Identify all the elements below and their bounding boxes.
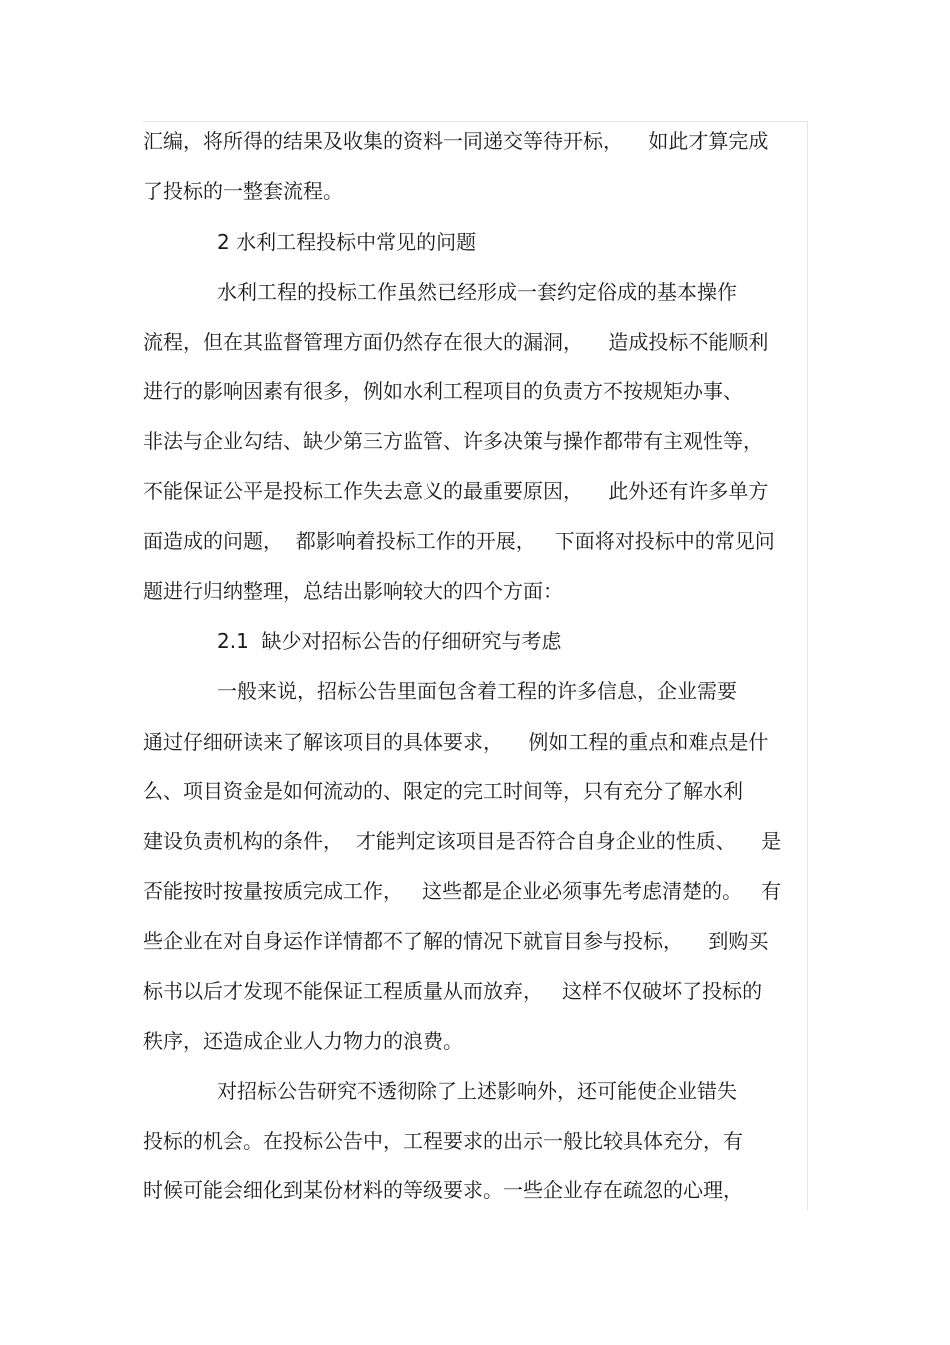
paragraph-line: 些企业在对自身运作详情都不了解的情况下就盲目参与投标， 到购买	[143, 929, 769, 953]
paragraph-line: 否能按时按量按质完成工作， 这些都是企业必须事先考虑清楚的。 有	[143, 879, 782, 903]
paragraph-line: 水利工程的投标工作虽然已经形成一套约定俗成的基本操作	[217, 280, 737, 304]
paragraph-line: 建设负责机构的条件， 才能判定该项目是否符合自身企业的性质、 是	[143, 829, 782, 853]
section-heading: 2 水利工程投标中常见的问题	[217, 230, 477, 254]
paragraph-line: 一般来说，招标公告里面包含着工程的许多信息，企业需要	[217, 679, 737, 703]
paragraph-line: 了投标的一整套流程。	[143, 179, 343, 203]
paragraph-line: 进行的影响因素有很多，例如水利工程项目的负责方不按规矩办事、	[143, 379, 743, 403]
paragraph-line: 对招标公告研究不透彻除了上述影响外，还可能使企业错失	[217, 1079, 737, 1103]
paragraph-line: 时候可能会细化到某份材料的等级要求。一些企业存在疏忽的心理，	[143, 1178, 743, 1202]
page-border-top	[143, 121, 808, 122]
paragraph-line: 么、项目资金是如何流动的、限定的完工时间等，只有充分了解水利	[143, 779, 743, 803]
paragraph-line: 不能保证公平是投标工作失去意义的最重要原因， 此外还有许多单方	[143, 479, 769, 503]
paragraph-line: 标书以后才发现不能保证工程质量从而放弃， 这样不仅破坏了投标的	[143, 979, 763, 1003]
paragraph-line: 流程，但在其监督管理方面仍然存在很大的漏洞， 造成投标不能顺利	[143, 330, 769, 354]
paragraph-line: 投标的机会。在投标公告中，工程要求的出示一般比较具体充分，有	[143, 1129, 743, 1153]
paragraph-line: 汇编，将所得的结果及收集的资料一同递交等待开标， 如此才算完成	[143, 129, 769, 153]
paragraph-line: 题进行归纳整理，总结出影响较大的四个方面：	[143, 579, 563, 603]
page-border-right	[807, 121, 808, 1211]
paragraph-line: 非法与企业勾结、缺少第三方监管、许多决策与操作都带有主观性等，	[143, 429, 763, 453]
paragraph-line: 面造成的问题， 都影响着投标工作的开展， 下面将对投标中的常见问	[143, 529, 775, 553]
subsection-heading: 2.1 缺少对招标公告的仔细研究与考虑	[217, 629, 562, 653]
paragraph-line: 秩序，还造成企业人力物力的浪费。	[143, 1029, 463, 1053]
paragraph-line: 通过仔细研读来了解该项目的具体要求， 例如工程的重点和难点是什	[143, 730, 769, 754]
